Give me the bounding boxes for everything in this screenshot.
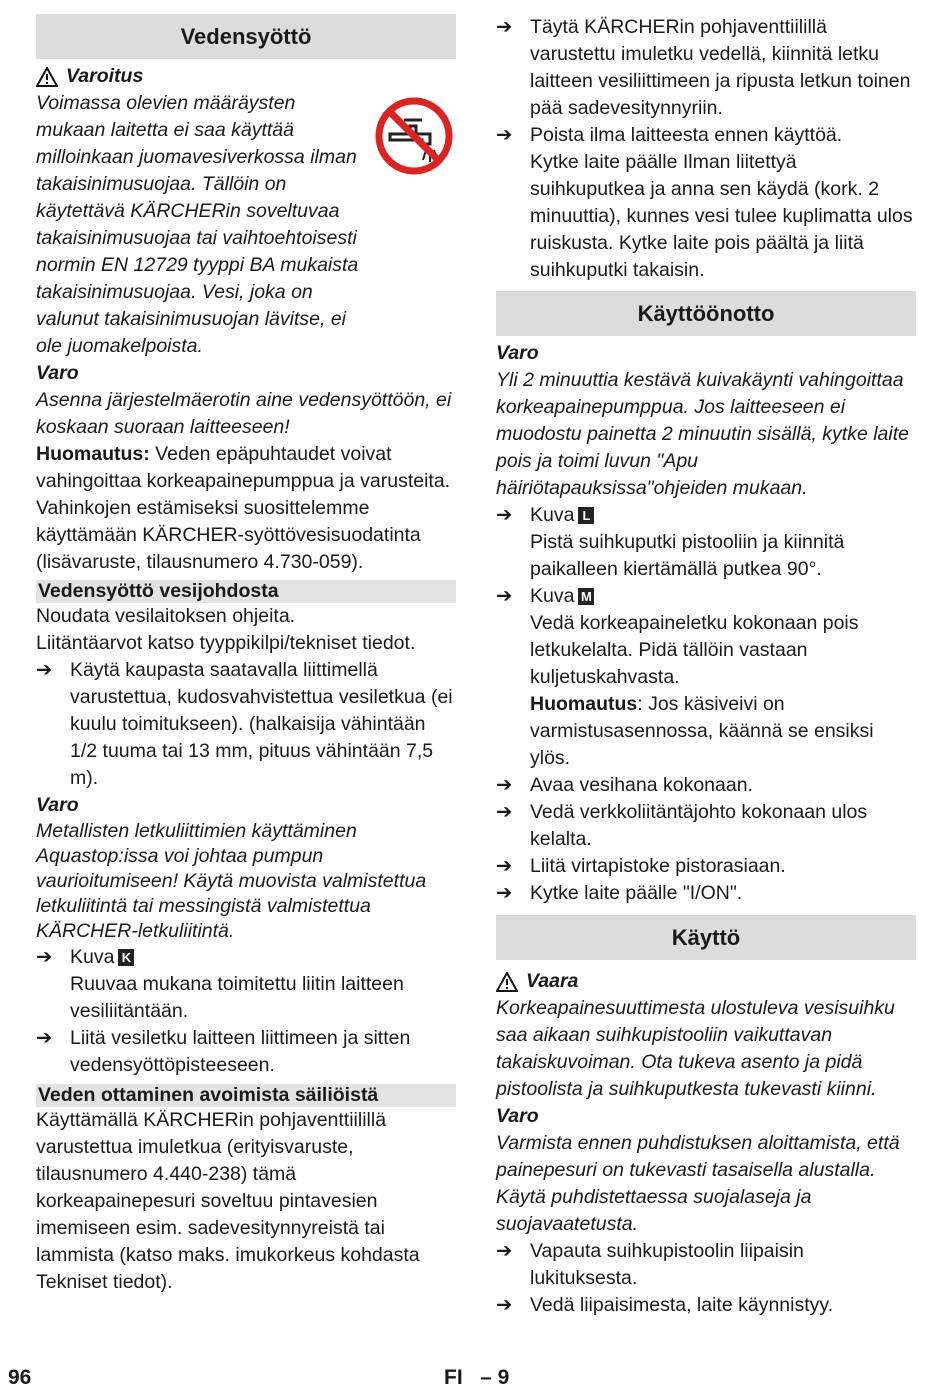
arrow-icon: ➔ <box>496 1240 513 1262</box>
list-item-figure: ➔ Kuva K <box>36 944 456 971</box>
left-column <box>36 14 456 1296</box>
paragraph: Käyttämällä KÄRCHERin pohjaventtiilillä varustettua imuletkua (erityisvaruste, tilausnumero 4.440-238) tämä korkeapainepesuri soveltuu pintavesien imemiseen esim. sadevesitynnyreistä tai lammista (katso maks. imukorkeus kohdasta Tekniset tiedot). <box>36 1109 420 1293</box>
list-item: ➔ Täytä KÄRCHERin pohjaventtiilillä varustettu imuletku vedellä, kiinnitä letku laitteen vesiliittimeen ja ripusta letkun toinen pää sadevesitynnyriin. <box>496 16 911 119</box>
note-paragraph: Huomautus: Veden epäpuhtaudet voivat vahingoittaa korkeapainepumppua ja varusteita. Vahinkojen estämiseksi suosittelemme käyttämään KÄRCHER-syöttövesisuodatinta (lisävaruste, tilausnumero 4.730-059). <box>36 443 451 573</box>
list-item-figure: ➔ Kuva M <box>496 583 916 610</box>
list-item: ➔ Vapauta suihkupistoolin liipaisin lukituksesta. <box>496 1240 804 1289</box>
figure-letter-badge: K <box>118 949 134 966</box>
right-column <box>496 14 916 1319</box>
arrow-icon: ➔ <box>496 16 513 38</box>
section-heading: Käyttöönotto <box>496 291 916 336</box>
arrow-icon: ➔ <box>496 882 513 904</box>
caution-text: Metallisten letkuliittimien käyttäminen Aquastop:issa voi johtaa pumpun vaurioitumiseen! Käytä muovista valmistettua letkuliitintä tai messingistä valmistettua KÄRCHER-letkuliitintä. <box>36 820 427 942</box>
arrow-icon: ➔ <box>496 124 513 146</box>
warning-triangle-icon <box>496 972 518 992</box>
warning-triangle-icon <box>36 67 58 87</box>
caution-text: Asenna järjestelmäerotin aine vedensyöttöön, ei koskaan suoraan laitteeseen! <box>36 389 452 438</box>
arrow-icon: ➔ <box>36 1027 53 1049</box>
caution-text: Varmista ennen puhdistuksen aloittamista, että painepesuri on tukevasti tasaisella alustalla. Käytä puhdistettaessa suojalaseja ja suojavaatetusta. <box>496 1132 900 1235</box>
list-item-figure: ➔ Kuva L <box>496 502 916 529</box>
figure-note: Huomautus: Jos käsiveivi on varmistusasennossa, käännä se ensiksi ylös. <box>530 693 874 769</box>
page-number: 96 <box>8 1366 32 1389</box>
list-item: ➔ Kytke laite päälle "I/ON". <box>496 880 916 907</box>
warning-title: Varoitus <box>36 63 456 90</box>
list-item: ➔ Vedä verkkoliitäntäjohto kokonaan ulos kelalta. <box>496 801 868 850</box>
warning-text: Voimassa olevien määräysten mukaan laitetta ei saa käyttää milloinkaan juomavesiverkossa ilman takaisinimusuojaa. Tällöin on käytettävä KÄRCHERin soveltuvaa takaisinimusuojaa tai vaihtoehtoisesti normin EN 12729 tyyppi BA mukaista takaisinimusuojaa. Vesi, joka on valunut takaisinimusuojan lävitse, ei ole juomakelpoista. <box>36 92 359 357</box>
subheading-open-containers: Veden ottaminen avoimista säiliöistä <box>36 1084 456 1107</box>
figure-instruction: Ruuvaa mukana toimitettu liitin laitteen vesiliitäntään. <box>70 973 404 1022</box>
list-item: ➔ Liitä vesiletku laitteen liittimeen ja sitten vedensyöttöpisteeseen. <box>36 1027 411 1076</box>
list-item: ➔ Poista ilma laitteesta ennen käyttöä. Kytke laite päälle Ilman liitettyä suihkuputkea ja anna sen käydä (kork. 2 minuuttia), kunnes vesi tulee kuplimatta ulos ruiskusta. Kytke laite pois päältä ja liitä suihkuputki takaisin. <box>496 124 913 281</box>
list-item: ➔ Liitä virtapistoke pistorasiaan. <box>496 853 916 880</box>
figure-letter-badge: M <box>578 588 594 605</box>
caution-text: Yli 2 minuuttia kestävä kuivakäynti vahingoittaa korkeapainepumppua. Jos laitteeseen ei muodostu painetta 2 minuutin sisällä, kytke laite pois ja toimi luvun "Apu häiriötapauksissa"ohjeiden mukaan. <box>496 369 909 499</box>
section-heading: Käyttö <box>496 915 916 960</box>
language-page-label: FI – 9 <box>444 1366 510 1389</box>
arrow-icon: ➔ <box>496 1294 513 1316</box>
list-item: ➔ Käytä kaupasta saatavalla liittimellä varustettua, kudosvahvistettua vesiletkua (ei kuulu toimitukseen). (halkaisija vähintään 1/2 tuuma tai 13 mm, pituus vähintään 7,5 m). <box>36 659 453 789</box>
caution-label: Varo <box>496 342 539 364</box>
subheading-water-supply: Vedensyöttö vesijohdosta <box>36 580 456 603</box>
list-item: ➔ Avaa vesihana kokonaan. <box>496 772 916 799</box>
figure-instruction: Pistä suihkuputki pistooliin ja kiinnitä paikalleen kiertämällä putkea 90°. <box>530 531 845 580</box>
arrow-icon: ➔ <box>36 946 53 968</box>
figure-instruction: Vedä korkeapaineletku kokonaan pois letkukelalta. Pidä tällöin vastaan kuljetuskahvasta. <box>530 612 859 688</box>
arrow-icon: ➔ <box>496 801 513 823</box>
caution-label: Varo <box>36 362 79 384</box>
arrow-icon: ➔ <box>496 774 513 796</box>
caution-label: Varo <box>36 794 79 816</box>
paragraph: Liitäntäarvot katso tyyppikilpi/tekniset tiedot. <box>36 632 416 654</box>
arrow-icon: ➔ <box>496 855 513 877</box>
paragraph: Noudata vesilaitoksen ohjeita. <box>36 605 296 627</box>
arrow-icon: ➔ <box>496 504 513 526</box>
arrow-icon: ➔ <box>496 585 513 607</box>
caution-label: Varo <box>496 1105 539 1127</box>
list-item: ➔ Vedä liipaisimesta, laite käynnistyy. <box>496 1292 916 1319</box>
arrow-icon: ➔ <box>36 659 53 681</box>
danger-text: Korkeapainesuuttimesta ulostuleva vesisuihku saa aikaan suihkupistooliin vaikuttavan takaiskuvoiman. Ota tukeva asento ja pidä pistoolista ja suihkuputkesta tukevasti kiinni. <box>496 997 895 1100</box>
danger-title: Vaara <box>496 968 916 995</box>
figure-letter-badge: L <box>578 507 594 524</box>
section-heading: Vedensyöttö <box>36 14 456 59</box>
